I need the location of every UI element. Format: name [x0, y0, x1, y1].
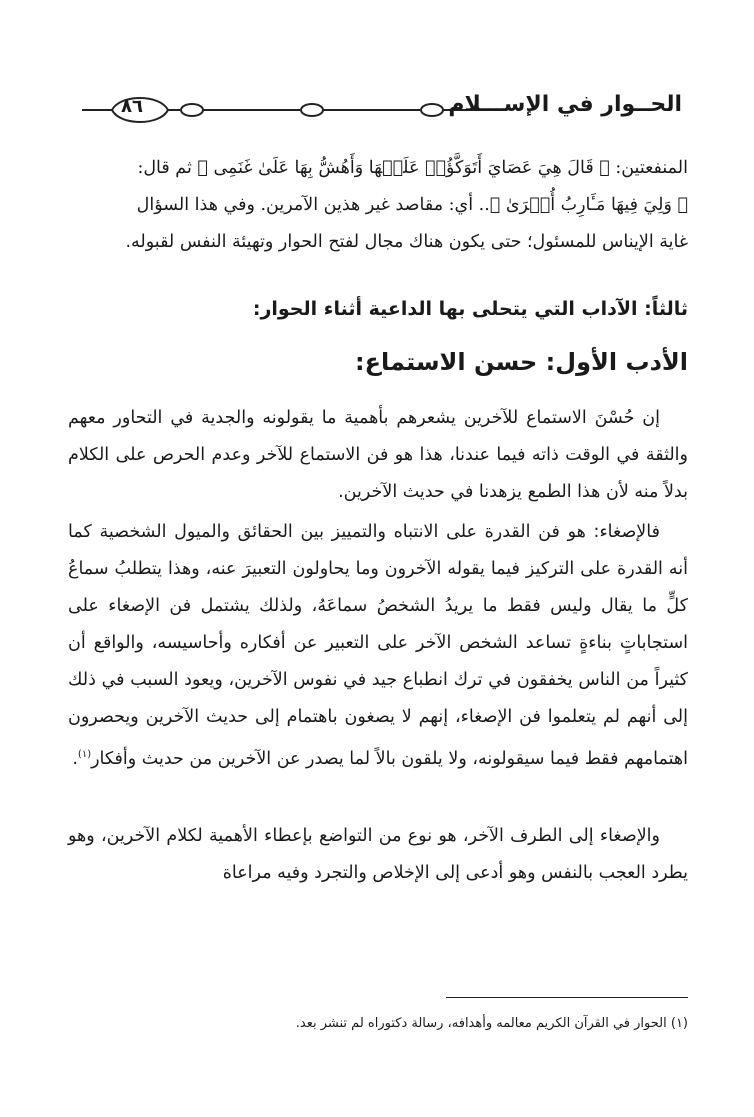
- text-line: غاية الإيناس للمسئول؛ حتى يكون هناك مجال لفتح الحوار وتهيئة النفس لقبوله.: [125, 232, 688, 252]
- running-title: الحــوار في الإســـلام: [448, 92, 682, 117]
- subheading: الأدب الأول: حسن الاستماع:: [355, 348, 688, 376]
- paragraph-listening: [68, 400, 688, 511]
- text-line: ﴿ وَلِيَ فِيهَا مَـَٔارِبُ أُخۡرَىٰ ﴾.. أي: مقاصد غير هذين الآمرين. وفي هذا السؤال: [136, 195, 688, 215]
- paragraph-attention: [68, 514, 688, 778]
- text-line: المنفعتين: ﴿ قَالَ هِيَ عَصَايَ أَتَوَكَّؤُا۟ عَلَيۡهَا وَأَهُشُّ بِهَا عَلَىٰ غَنَمِى ﴾ ثم قال:: [137, 158, 688, 178]
- paragraph-humility: [68, 818, 688, 892]
- page-header: [82, 88, 682, 132]
- paragraph-text: فالإصغاء: هو فن القدرة على الانتباه والتمييز بين الحقائق والميول الشخصية كما أنه القدرة على التركيز فيما يقوله الآخرون وما يحاولون التعبيرَ عنه، وهذا يتطلبُ سماعُ كلٍّ ما يقال وليس فقط ما يريدُ الشخصُ سماعَهُ، ولذلك يشتمل فن الإصغاء على استجاباتٍ بناءةٍ تساعد الشخص الآخر على التعبير عن أفكاره وأحاسيسه، والواقع أن كثيراً من الناس يخفقون في ترك انطباع جيد في نفوس الآخرين، ويعود السبب في ذلك إلى أنهم لم يتعلموا فن الإصغاء، إنهم لا يصغون باهتمام إلى حديث الآخرين ويحصرون اهتمامهم فقط فيما سيقولونه، ولا يلقون بالاً لما يصدر عن الآخرين من حديث وأفكار: [68, 522, 688, 769]
- paragraph-quran-continuation: [68, 150, 688, 261]
- footnote-marker: (١): [77, 749, 92, 760]
- footnote: (١) الحوار في القرآن الكريم معالمه وأهدافه، رسالة دكتوراه لم تنشر بعد.: [295, 1016, 688, 1031]
- paragraph-text: والإصغاء إلى الطرف الآخر، هو نوع من التواضع بإعطاء الأهمية لكلام الآخرين، وهو يطرد العجب بالنفس وهو أدعى إلى الإخلاص والتجرد وفيه مراعاة: [68, 826, 688, 883]
- paragraph-with-footnote: فالإصغاء: هو فن القدرة على الانتباه والتمييز بين الحقائق والميول الشخصية كما أنه القدرة على التركيز فيما يقوله الآخرون وما يحاولون التعبيرَ عنه، وهذا يتطلبُ سماعُ كلٍّ ما يقال وليس فقط ما يريدُ الشخصُ سماعَهُ، ولذلك يشتمل فن الإصغاء على استجاباتٍ بناءةٍ تساعد الشخص الآخر على التعبير عن أفكاره وأحاسيسه، والواقع أن كثيراً من الناس يخفقون في ترك انطباع جيد في نفوس الآخرين، ويعود السبب في ذلك إلى أنهم لم يتعلموا فن الإصغاء، إنهم لا يصغون باهتمام إلى حديث الآخرين ويحصرون اهتمامهم فقط فيما سيقولونه، ولا يلقون بالاً لما يصدر عن الآخرين من حديث وأفكار$^{(١)}$.: [68, 522, 688, 769]
- page-number: ٨٦: [121, 96, 143, 117]
- paragraph-text: إن حُسْنَ الاستماع للآخرين يشعرهم بأهمية ما يقولونه والجدية في التحاور معهم والثقة في الوقت ذاته فيما عندنا، هذا هو فن الاستماع للآخر وعدم الحرص على الكلام بدلاً منه لأن هذا الطمع يزهدنا في حديث الآخرين.: [68, 408, 688, 502]
- section-heading: ثالثاً: الآداب التي يتحلى بها الداعية أثناء الحوار:: [252, 298, 688, 320]
- footnote-divider: [446, 997, 688, 998]
